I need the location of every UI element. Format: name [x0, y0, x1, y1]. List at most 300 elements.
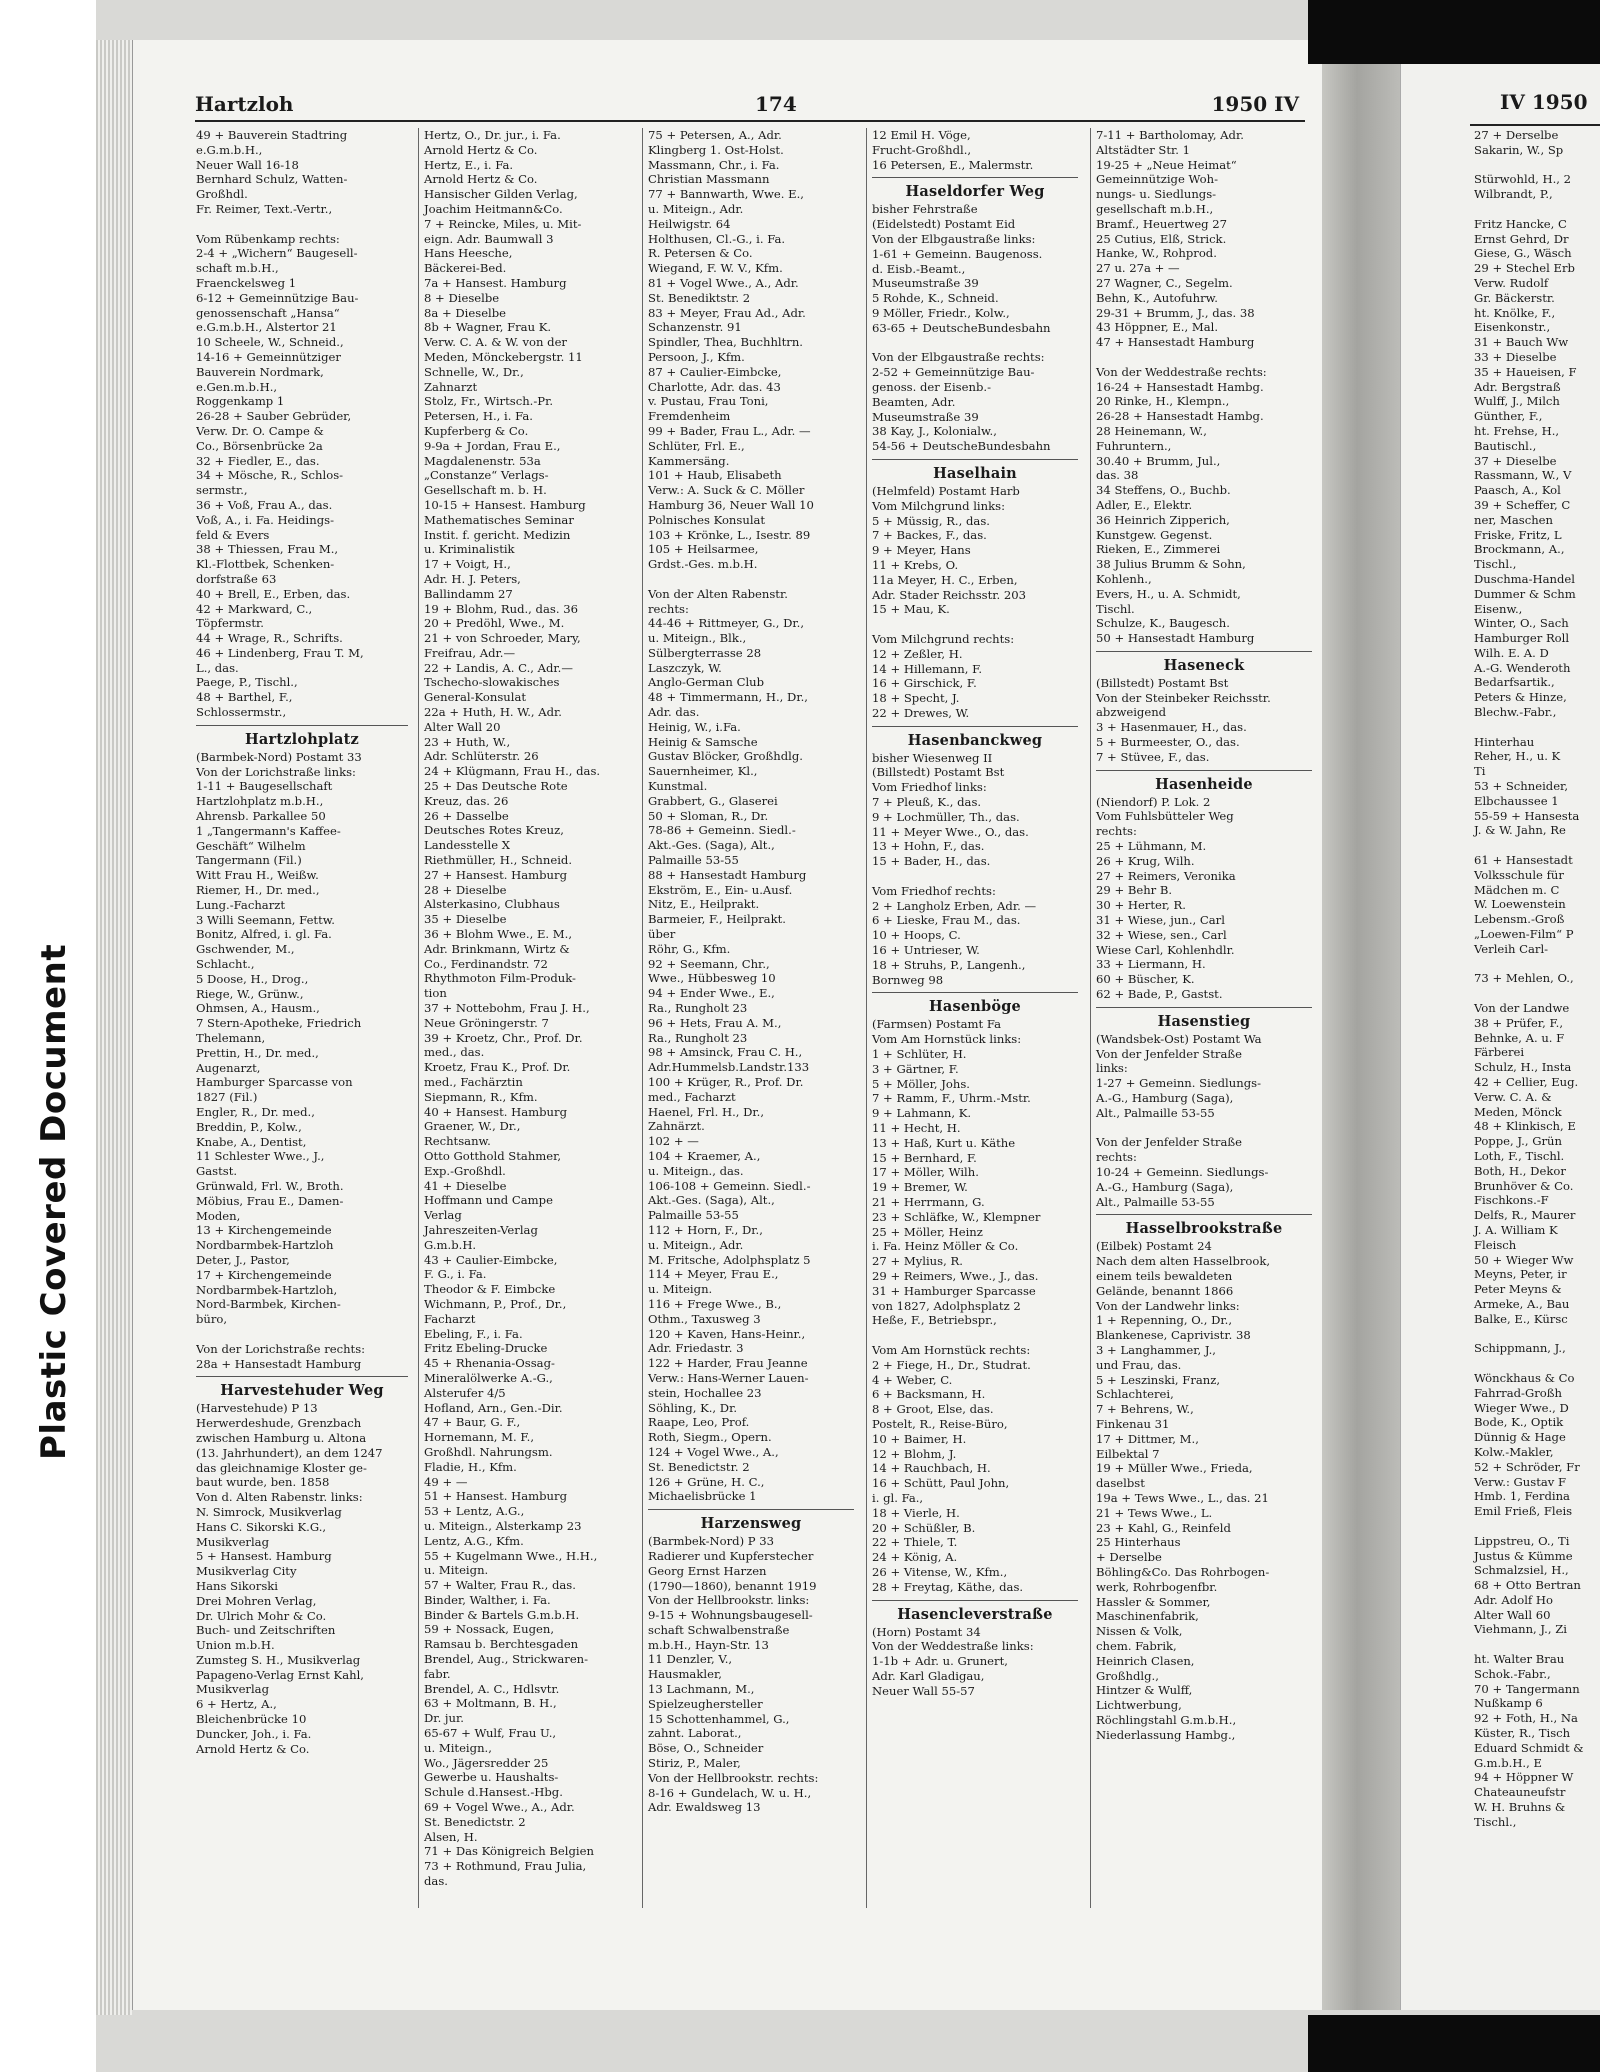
directory-line: 81 + Vogel Wwe., A., Adr. [648, 275, 799, 290]
column-5 [1090, 128, 1312, 1908]
directory-line: Grünwald, Frl. W., Broth. [196, 1178, 344, 1193]
directory-line: Frucht-Großhdl., [872, 142, 972, 157]
directory-line: Schmalzsiel, H., [1474, 1563, 1569, 1578]
directory-line: Stolz, Fr., Wirtsch.-Pr. [424, 394, 554, 409]
directory-line: 26-28 + Hansestadt Hambg. [1096, 409, 1264, 424]
directory-line: Both, H., Dekor [1474, 1163, 1566, 1178]
directory-line: u. Kriminalistik [424, 542, 515, 557]
street-divider [196, 1376, 408, 1377]
directory-line: 8b + Wagner, Frau K. [424, 320, 552, 335]
directory-line: Von der Hellbrookstr. links: [648, 1593, 810, 1608]
directory-line: 36 + Blohm Wwe., E. M., [424, 927, 573, 942]
directory-line: 18 + Vierle, H. [872, 1505, 960, 1520]
directory-line: Haenel, Frl. H., Dr., [648, 1104, 765, 1119]
directory-line: Peters & Hinze, [1474, 690, 1567, 705]
directory-line: Wulff, J., Milch [1474, 394, 1560, 409]
directory-line: Röchlingstahl G.m.b.H., [1096, 1712, 1237, 1727]
directory-line: Bleichenbrücke 10 [196, 1712, 307, 1727]
directory-line [648, 572, 854, 587]
directory-line: A.-G., Hamburg (Saga), [1096, 1179, 1234, 1194]
directory-line: Verw.: Gustav F [1474, 1474, 1567, 1489]
directory-line: 43 + Caulier-Eimbcke, [424, 1252, 558, 1267]
directory-line: 38 + Prüfer, F., [1474, 1015, 1564, 1030]
directory-line: Buch- und Zeitschriften [196, 1623, 336, 1638]
directory-line: 11a Meyer, H. C., Erben, [872, 572, 1018, 587]
street-heading: Hartzlohplatz [245, 730, 359, 748]
directory-line: 25 + Lühmann, M. [1096, 839, 1207, 854]
directory-line: Rechtsanw. [424, 1134, 491, 1149]
directory-line: Nord-Barmbek, Kirchen- [196, 1297, 341, 1312]
directory-line: Hornemann, M. F., [424, 1430, 535, 1445]
street-heading: Haseldorfer Weg [905, 183, 1045, 201]
directory-line: 27 Wagner, C., Segelm. [1096, 275, 1233, 290]
directory-line: Zumsteg S. H., Musikverlag [196, 1652, 361, 1667]
directory-line: Wwe., Hübbesweg 10 [648, 971, 776, 986]
directory-line: 7-11 + Bartholomay, Adr. [1096, 128, 1244, 142]
directory-line: Sauernheimer, Kl., [648, 764, 758, 779]
directory-line: Vom Fuhlsbütteler Weg [1096, 809, 1234, 824]
directory-line: Schippmann, J., [1474, 1341, 1566, 1356]
directory-line [196, 1327, 408, 1342]
directory-line: (Farmsen) Postamt Fa [872, 1017, 1002, 1032]
directory-line: 100 + Krüger, R., Prof. Dr. [648, 1075, 804, 1089]
directory-line: eign. Adr. Baumwall 3 [424, 231, 554, 246]
directory-line: 12 Emil H. Vöge, [872, 128, 971, 142]
directory-line: Adr. Adolf Ho [1474, 1592, 1553, 1607]
directory-line: Adr. Brinkmann, Wirtz & [424, 941, 570, 956]
directory-line: Adr. H. J. Peters, [424, 571, 521, 586]
directory-line: Von der Alten Rabenstr. [648, 586, 788, 601]
directory-line: A.-G., Hamburg (Saga), [1096, 1091, 1234, 1106]
directory-line: 34 + Mösche, R., Schlos- [196, 468, 344, 483]
directory-line: Vom Milchgrund rechts: [872, 631, 1015, 646]
directory-line [1474, 202, 1600, 217]
directory-line: Von der Lorichstraße rechts: [196, 1341, 366, 1356]
directory-line: e.G.m.b.H., [196, 142, 263, 157]
directory-line: 1827 (Fil.) [196, 1090, 258, 1105]
directory-line: 21 + Tews Wwe., L. [1096, 1505, 1213, 1520]
directory-line: Tischl. [1096, 601, 1135, 616]
directory-line: 32 + Fiedler, E., das. [196, 453, 320, 468]
directory-line: 13 Lachmann, M., [648, 1682, 755, 1697]
directory-line: 42 + Cellier, Eug. [1474, 1075, 1579, 1089]
directory-line: (Barmbek-Nord) P 33 [648, 1534, 775, 1549]
directory-line: Herwerdeshude, Grenzbach [196, 1416, 362, 1431]
directory-line: (Helmfeld) Postamt Harb [872, 483, 1020, 498]
directory-line: (Billstedt) Postamt Bst [872, 765, 1005, 780]
directory-line: Brendel, Aug., Strickwaren- [424, 1652, 589, 1667]
directory-line: 39 + Scheffer, C [1474, 497, 1571, 512]
directory-line: R. Petersen & Co. [648, 246, 753, 261]
directory-line: Roggenkamp 1 [196, 394, 285, 409]
directory-line: 4 + Weber, C. [872, 1372, 953, 1387]
directory-line: Neuer Wall 55-57 [872, 1683, 975, 1698]
directory-line: Hartzlohplatz m.b.H., [196, 794, 324, 809]
directory-line: 25 Hinterhaus [1096, 1535, 1181, 1550]
directory-line: Großhdl. [196, 187, 248, 202]
directory-line: Adr. das. [648, 705, 700, 720]
directory-line: Binder & Bartels G.m.b.H. [424, 1607, 580, 1622]
directory-line: u. Miteign., Adr. [648, 1237, 744, 1252]
directory-line: 40 + Hansest. Hamburg [424, 1104, 567, 1119]
directory-line: Gewerbe u. Haushalts- [424, 1770, 559, 1785]
directory-line: 99 + Bader, Frau L., Adr. — [648, 423, 811, 438]
directory-line: Lippstreu, O., Ti [1474, 1533, 1570, 1548]
directory-line: Balke, E., Kürsc [1474, 1311, 1568, 1326]
directory-line: Gr. Bäckerstr. [1474, 290, 1555, 305]
directory-line: 19 + Bremer, W. [872, 1180, 968, 1195]
directory-line: (Niendorf) P. Lok. 2 [1096, 794, 1211, 809]
directory-line: 10 + Baimer, H. [872, 1431, 967, 1446]
directory-line: 27 u. 27a + — [1096, 261, 1180, 276]
directory-line: Riege, W., Grünw., [196, 986, 304, 1001]
street-divider [648, 1509, 854, 1510]
directory-line: 49 + Bauverein Stadtring [196, 128, 348, 142]
directory-line: 30.40 + Brumm, Jul., [1096, 453, 1221, 468]
directory-line: Bornweg 98 [872, 972, 944, 987]
directory-line: Peter Meyns & [1474, 1282, 1562, 1297]
directory-line: Knabe, A., Dentist, [196, 1134, 307, 1149]
directory-line: Musikverlag City [196, 1564, 297, 1579]
directory-line: Raape, Leo, Prof. [648, 1415, 750, 1430]
directory-line: Rassmann, W., V [1474, 468, 1572, 483]
directory-line: 44-46 + Rittmeyer, G., Dr., [648, 616, 805, 631]
directory-line: (Eidelstedt) Postamt Eid [872, 217, 1016, 232]
directory-line: Färberei [1474, 1045, 1525, 1060]
directory-line: 24 + König, A. [872, 1550, 958, 1565]
directory-line: Duncker, Joh., i. Fa. [196, 1726, 312, 1741]
directory-line: 31 + Bauch Ww [1474, 335, 1569, 350]
directory-line: Lung.-Facharzt [196, 897, 286, 912]
directory-line: Alter Wall 60 [1474, 1607, 1551, 1622]
directory-line: Kunstmal. [648, 779, 708, 794]
directory-line: links: [1096, 1061, 1128, 1076]
directory-line: 53 + Schneider, [1474, 779, 1569, 794]
directory-line: 62 + Bade, P., Gastst. [1096, 987, 1223, 1002]
directory-line: 105 + Heilsarmee, [648, 542, 759, 557]
directory-line: Wilh. E. A. D [1474, 645, 1549, 660]
directory-line: Von der Steinbeker Reichsstr. [1096, 690, 1271, 705]
directory-line: 68 + Otto Bertran [1474, 1578, 1581, 1593]
directory-line: 17 + Dittmer, M., [1096, 1431, 1199, 1446]
directory-line: Kunstgew. Gegenst. [1096, 527, 1213, 542]
directory-line: W. H. Bruhns & [1474, 1800, 1566, 1815]
directory-line: Reher, H., u. K [1474, 749, 1561, 764]
directory-line: Möbius, Frau E., Damen- [196, 1193, 344, 1208]
directory-line: Delfs, R., Maurer [1474, 1208, 1576, 1223]
directory-line: büro, [196, 1312, 228, 1327]
directory-line: W. Loewenstein [1474, 897, 1566, 912]
directory-line: Poppe, J., Grün [1474, 1134, 1562, 1149]
directory-line: bisher Wiesenweg II [872, 750, 993, 765]
directory-line: d. Eisb.-Beamt., [872, 261, 966, 276]
directory-line: Grdst.-Ges. m.b.H. [648, 557, 758, 572]
directory-line: Laszczyk, W. [648, 660, 722, 675]
directory-line: 73 + Rothmund, Frau Julia, [424, 1859, 587, 1874]
directory-line: und Frau, das. [1096, 1357, 1182, 1372]
directory-line: 22 + Drewes, W. [872, 705, 970, 720]
directory-line: 36 Heinrich Zipperich, [1096, 512, 1230, 527]
directory-line: Binder, Walther, i. Fa. [424, 1592, 551, 1607]
directory-line: Zahnärzt. [648, 1119, 705, 1134]
directory-line: rechts: [1096, 824, 1137, 839]
directory-line: Lentz, A.G., Kfm. [424, 1533, 524, 1548]
directory-line: Nach dem alten Hasselbrook, [1096, 1254, 1271, 1269]
directory-line: 7 + Reincke, Miles, u. Mit- [424, 216, 582, 231]
directory-line: 48 + Barthel, F., [196, 690, 293, 705]
directory-line: 16-24 + Hansestadt Hambg. [1096, 379, 1264, 394]
directory-line: Eisenkonstr., [1474, 320, 1551, 335]
directory-line: 15 + Bader, H., das. [872, 854, 991, 869]
directory-line: Gesellschaft m. b. H. [424, 483, 547, 498]
directory-line: Nitz, E., Heilprakt. [648, 897, 760, 912]
directory-line: Altstädter Str. 1 [1096, 142, 1191, 157]
directory-line: Justus & Kümme [1474, 1548, 1573, 1563]
book-page-edges [96, 40, 132, 2015]
directory-line: zahnt. Laborat., [648, 1726, 742, 1741]
directory-line: 21 + Herrmann, G. [872, 1195, 985, 1209]
directory-line: Vom Am Hornstück links: [872, 1032, 1022, 1047]
directory-line: Museumstraße 39 [872, 276, 979, 291]
directory-line: 70 + Tangermann [1474, 1681, 1580, 1696]
directory-line: Nordbarmbek-Hartzloh, [196, 1282, 338, 1297]
directory-line: 1 + Repenning, O., Dr., [1096, 1313, 1233, 1328]
directory-line: 29 + Stechel Erb [1474, 261, 1575, 276]
directory-line: 25 Cutius, Elß, Strick. [1096, 231, 1227, 246]
street-divider [196, 725, 408, 726]
directory-line: Magdalenenstr. 53a [424, 453, 541, 468]
directory-line: 1-11 + Baugesellschaft [196, 779, 333, 794]
directory-line: 13 + Kirchengemeinde [196, 1223, 332, 1238]
directory-line: (Billstedt) Postamt Bst [1096, 675, 1229, 690]
directory-line: Großhdlg., [1096, 1668, 1159, 1683]
directory-line: Nissen & Volk, [1096, 1624, 1183, 1639]
street-divider [872, 726, 1078, 727]
directory-line: 41 + Dieselbe [424, 1178, 507, 1193]
directory-line: Hamburger Sparcasse von [196, 1075, 353, 1090]
directory-line: Schulz, H., Insta [1474, 1060, 1572, 1075]
street-heading: Harvestehuder Weg [220, 1382, 384, 1400]
directory-line: Winter, O., Sach [1474, 616, 1569, 631]
directory-line: Brendel, A. C., Hdlsvtr. [424, 1681, 560, 1696]
directory-line: 39 + Kroetz, Chr., Prof. Dr. [424, 1030, 583, 1045]
facing-header: IV 1950 [1500, 90, 1588, 114]
directory-line: 16 + Untrieser, W. [872, 943, 980, 958]
directory-line: Arnold Hertz & Co. [424, 172, 538, 187]
directory-line: 31 + Hamburger Sparcasse [872, 1283, 1036, 1298]
directory-line: Alsterufer 4/5 [424, 1385, 506, 1400]
directory-line: 61 + Hansestadt [1474, 853, 1573, 868]
directory-line: Schlossermstr., [196, 705, 287, 720]
directory-line: Dr. jur. [424, 1711, 464, 1726]
directory-line: Gastst. [196, 1164, 238, 1179]
directory-line: Hamburger Roll [1474, 631, 1570, 646]
directory-line: Hausmakler, [648, 1667, 722, 1682]
directory-line: 1-61 + Gemeinn. Baugenoss. [872, 246, 1043, 261]
directory-line: St. Benediktstr. 2 [648, 290, 751, 305]
directory-line: 2 + Langholz Erben, Adr. — [872, 898, 1037, 913]
directory-line: Freifrau, Adr.— [424, 645, 516, 660]
directory-line: Mädchen m. C [1474, 882, 1560, 897]
directory-line: Vom Rübenkamp rechts: [196, 231, 340, 246]
street-heading: Hasenbanckweg [907, 731, 1043, 749]
directory-line: Heße, F., Betriebspr., [872, 1313, 997, 1328]
directory-line: General-Konsulat [424, 690, 527, 705]
directory-line: Kammersäng. [648, 453, 730, 468]
directory-line: 124 + Vogel Wwe., A., [648, 1444, 779, 1459]
directory-line: Hintzer & Wulff, [1096, 1683, 1193, 1698]
directory-line: Viehmann, J., Zi [1474, 1622, 1567, 1637]
directory-line: gesellschaft m.b.H., [1096, 201, 1214, 216]
directory-line: Schanzenstr. 91 [648, 320, 742, 335]
directory-line: 11 Denzler, V., [648, 1652, 733, 1667]
directory-line: 52 + Schröder, Fr [1474, 1459, 1580, 1474]
directory-line: Exp.-Großhdl. [424, 1163, 506, 1178]
directory-line: 28 + Dieselbe [424, 882, 507, 897]
directory-line: 7 + Behrens, W., [1096, 1402, 1194, 1417]
directory-line: 34 Steffens, O., Buchb. [1096, 483, 1231, 498]
directory-line: Von der Jenfelder Straße [1096, 1046, 1242, 1061]
directory-line: Heilwigstr. 64 [648, 216, 731, 231]
directory-line: Beamten, Adr. [872, 394, 956, 409]
directory-line: Massmann, Chr., i. Fa. [648, 157, 780, 172]
directory-line: Palmaille 53-55 [648, 1208, 739, 1223]
directory-line: Fraenckelsweg 1 [196, 275, 297, 290]
directory-line: Verw. Dr. O. Campe & [196, 423, 324, 438]
directory-line: Vom Milchgrund links: [872, 498, 1005, 513]
directory-line: Nordbarmbek-Hartzloh [196, 1238, 334, 1253]
directory-line: Alsterkasino, Clubhaus [424, 897, 560, 912]
street-divider [872, 1600, 1078, 1601]
directory-line: 3 + Hasenmauer, H., das. [1096, 720, 1247, 735]
directory-line: 25 + Möller, Heinz [872, 1224, 983, 1239]
directory-line: Meden, Mönckebergstr. 11 [424, 349, 583, 364]
directory-line: 20 + Schüßler, B. [872, 1520, 976, 1535]
directory-line: 83 + Meyer, Frau Ad., Adr. [648, 305, 806, 320]
directory-line: (Harvestehude) P 13 [196, 1401, 318, 1416]
directory-line: von 1827, Adolphsplatz 2 [872, 1298, 1021, 1313]
directory-line: Alter Wall 20 [424, 719, 501, 734]
directory-line: 106-108 + Gemeinn. Siedl.- [648, 1178, 811, 1193]
directory-line: 102 + — [648, 1134, 699, 1149]
directory-line [196, 217, 408, 232]
directory-line: Sakarin, W., Sp [1474, 142, 1564, 157]
directory-line [872, 1328, 1078, 1343]
directory-line: Alsen, H. [424, 1829, 478, 1844]
directory-line: (Wandsbek-Ost) Postamt Wa [1096, 1031, 1262, 1046]
directory-line: 1-1b + Adr. u. Grunert, [872, 1654, 1008, 1669]
street-heading: Hasenböge [928, 998, 1021, 1016]
directory-line: F. G., i. Fa. [424, 1267, 487, 1282]
directory-line: Vom Am Hornstück rechts: [872, 1342, 1031, 1357]
directory-line: 26 + Dasselbe [424, 808, 509, 823]
directory-line [1474, 1519, 1600, 1534]
directory-line [1474, 838, 1600, 853]
directory-line: Geschäft“ Wilhelm [196, 838, 306, 853]
directory-line: (Barmbek-Nord) Postamt 33 [196, 749, 362, 764]
directory-line: 38 + Thiessen, Frau M., [196, 542, 339, 557]
directory-line: 7 + Stüvee, F., das. [1096, 749, 1210, 764]
directory-line: nungs- u. Siedlungs- [1096, 187, 1217, 202]
directory-line: 19 + Blohm, Rud., das. 36 [424, 601, 578, 616]
directory-line: Fritz Ebeling-Drucke [424, 1341, 548, 1356]
directory-line: 5 + Burmeester, O., das. [1096, 735, 1240, 750]
directory-line: Drei Mohren Verlag, [196, 1593, 317, 1608]
directory-line: Böse, O., Schneider [648, 1741, 764, 1756]
directory-line: 18 + Specht, J. [872, 691, 960, 706]
directory-line: 3 + Langhammer, J., [1096, 1342, 1216, 1357]
header-year-volume: 1950 IV [1211, 92, 1299, 116]
street-divider [1096, 1007, 1312, 1008]
directory-line: Hans Heesche, [424, 246, 513, 261]
directory-line: 3 + Gärtner, F. [872, 1061, 959, 1076]
directory-line: 19 + Müller Wwe., Frieda, [1096, 1461, 1253, 1476]
directory-line: Wieger Wwe., D [1474, 1400, 1569, 1415]
directory-line: 5 + Möller, Johs. [872, 1076, 970, 1091]
directory-line: 126 + Grüne, H. C., [648, 1474, 765, 1489]
directory-line: Bauverein Nordmark, [196, 364, 324, 379]
directory-line: Evers, H., u. A. Schmidt, [1096, 586, 1241, 601]
directory-line: Eisenw., [1474, 601, 1523, 616]
directory-line: Elbchaussee 1 [1474, 793, 1559, 808]
directory-line: Ballindamm 27 [424, 586, 513, 601]
directory-line: 17 + Voigt, H., [424, 557, 511, 572]
directory-line: 18 + Struhs, P., Langenh., [872, 957, 1026, 972]
directory-line: 1 „Tangermann's Kaffee- [196, 823, 341, 838]
directory-line: Brunhöver & Co. [1474, 1178, 1574, 1193]
directory-line: 50 + Sloman, R., Dr. [648, 808, 769, 823]
directory-line: schaft Schwalbenstraße [648, 1622, 790, 1637]
directory-line: 114 + Meyer, Frau E., [648, 1267, 779, 1282]
directory-line: Union m.b.H. [196, 1638, 275, 1653]
directory-line: Engler, R., Dr. med., [196, 1105, 315, 1119]
directory-line: med., Fachärztin [424, 1075, 523, 1089]
directory-line: Hans C. Sikorski K.G., [196, 1519, 327, 1534]
directory-line: Holthusen, Cl.-G., i. Fa. [648, 231, 786, 246]
directory-line: Theodor & F. Eimbcke [424, 1282, 556, 1297]
directory-line: M. Fritsche, Adolphsplatz 5 [648, 1252, 811, 1267]
directory-line: 9 + Lochmüller, Th., das. [872, 809, 1020, 824]
directory-line: J. A. William K [1474, 1222, 1558, 1237]
directory-line: Kroetz, Frau K., Prof. Dr. [424, 1060, 571, 1075]
directory-line: Paege, P., Tischl., [196, 675, 298, 690]
directory-line: 65-67 + Wulf, Frau U., [424, 1726, 557, 1741]
directory-line: Kupferberg & Co. [424, 423, 529, 438]
directory-line: Niederlassung Hambg., [1096, 1727, 1236, 1742]
street-heading: Harzensweg [700, 1515, 802, 1533]
directory-line: A.-G. Wenderoth [1474, 660, 1571, 675]
column-1 [196, 128, 408, 1908]
directory-line: Hansischer Gilden Verlag, [424, 187, 578, 202]
scanner-clip-top [1308, 0, 1600, 64]
directory-line: 2-4 + „Wichern“ Baugesell- [196, 246, 358, 261]
directory-line: 96 + Hets, Frau A. M., [648, 1015, 782, 1030]
directory-line: Küster, R., Tisch [1474, 1726, 1571, 1741]
directory-line: 21 + von Schroeder, Mary, [424, 631, 581, 646]
directory-line: Instit. f. gericht. Medizin [424, 527, 571, 542]
directory-line: Gustav Blöcker, Großhdlg. [648, 749, 803, 764]
directory-line: Kl.-Flottbek, Schenken- [196, 557, 335, 572]
column-2 [418, 128, 630, 1908]
directory-line: Fischkons.-F [1474, 1193, 1549, 1208]
directory-line: Ra., Rungholt 23 [648, 1001, 748, 1016]
directory-line: Othm., Taxusweg 3 [648, 1311, 761, 1326]
directory-line: Roth, Siegm., Opern. [648, 1430, 772, 1445]
directory-line [1474, 1356, 1600, 1371]
directory-line: 16 Petersen, E., Malermstr. [872, 157, 1034, 172]
directory-line [872, 617, 1078, 632]
directory-line: 7a + Hansest. Hamburg [424, 275, 567, 290]
